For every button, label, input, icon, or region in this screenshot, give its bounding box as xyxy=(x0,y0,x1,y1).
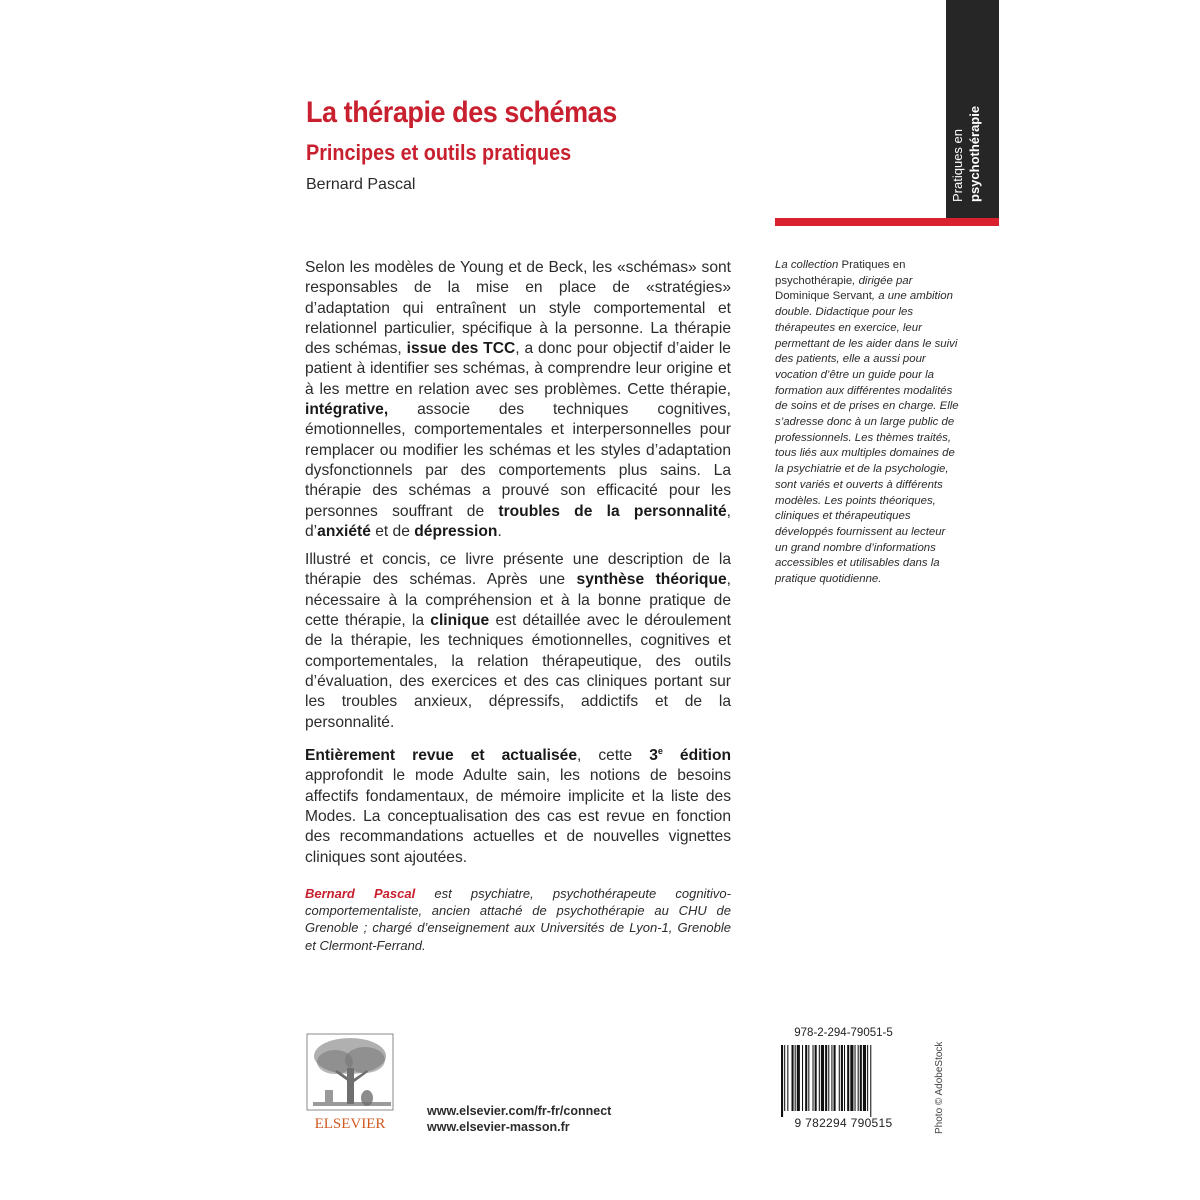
barcode-bar xyxy=(841,1045,843,1111)
blurb-paragraph-2: Illustré et concis, ce livre présente une description de la thérapie des schémas. Après une synthèse théorique, nécessaire à la compréhension et à la bonne pratique de cette thérapie, la clinique est détaillée avec le déroulement de la thérapie, les techniques émotionnelles, cognitives et comportementales, la relation thérapeutique, des outils d’évaluation, des exercices et des cas cliniques portant sur les troubles anxieux, dépressifs, addictifs et de la personnalité. xyxy=(305,551,732,731)
barcode-bar xyxy=(870,1045,871,1117)
elsevier-wordmark: ELSEVIER xyxy=(314,1116,386,1132)
barcode-bar xyxy=(863,1045,866,1111)
barcode-bar xyxy=(828,1045,829,1111)
author-bio xyxy=(305,885,731,954)
barcode-bar xyxy=(867,1045,868,1111)
isbn-barcode xyxy=(777,1027,910,1132)
barcode-bar xyxy=(831,1045,832,1111)
barcode-bar xyxy=(795,1045,796,1111)
barcode-digits: 9 782294 790515 xyxy=(794,1116,893,1130)
back-cover-blurb xyxy=(305,258,731,876)
barcode-bar xyxy=(813,1045,814,1111)
collection-spine-label xyxy=(949,2,994,204)
barcode-bar xyxy=(821,1045,824,1111)
elsevier-logo xyxy=(305,1032,399,1132)
barcode-bar xyxy=(847,1045,849,1111)
barcode-bar xyxy=(855,1045,856,1111)
collection-spine-tab xyxy=(946,0,999,218)
publisher-url-2[interactable]: www.elsevier-masson.fr xyxy=(427,1120,570,1134)
spine-line-2: psychothérapie xyxy=(967,105,982,202)
barcode-bar xyxy=(808,1045,809,1111)
barcode-bar xyxy=(781,1045,783,1117)
barcode-bar xyxy=(805,1045,807,1111)
blurb-paragraph-1: Selon les modèles de Young et de Beck, les «schémas» sont responsables de la mise en place de «stratégies» d’adaptation qui entraînent un style comportemental et relationnel particulier, spécifique à la personne. La thérapie des schémas, issue des TCC, a donc pour objectif d’aider le patient à identifier ses schémas, à comprendre leur origine et à les mettre en relation avec ses problèmes. Cette thérapie, intégrative, associe des techniques cognitives, émotionnelles, comportementales et interpersonnelles pour remplacer ou modifier les schémas et les styles d’adaptation dysfonctionnels par des comportements plus sains. La thérapie des schémas a prouvé son efficacité pour les personnes souffrant de troubles de la personnalité, d’anxiété et de dépression. xyxy=(305,259,731,540)
barcode-bar xyxy=(825,1045,827,1111)
book-title: La thérapie des schémas xyxy=(306,96,617,129)
elsevier-tree-icon xyxy=(305,1032,399,1132)
barcode-bars xyxy=(777,1045,910,1117)
barcode-bar xyxy=(792,1045,794,1111)
barcode-bar xyxy=(858,1045,859,1111)
photo-credit-wrap xyxy=(931,1030,949,1134)
publisher-url-1[interactable]: www.elsevier.com/fr-fr/connect xyxy=(427,1104,612,1118)
book-author: Bernard Pascal xyxy=(306,176,416,193)
author-bio-name: Bernard Pascal xyxy=(305,886,416,901)
barcode-bar xyxy=(784,1045,785,1111)
barcode-bar xyxy=(819,1045,820,1111)
author-bio-text: est psychiatre, psychothérapeute cognitivo-comportementaliste, ancien attaché de psychothérapie au CHU de Grenoble ; chargé d’enseignement aux Universités de Lyon-1, Grenoble et Clermont-Ferrand. xyxy=(305,886,731,953)
photo-credit: Photo © AdobeStock xyxy=(934,1041,945,1134)
red-divider-bar xyxy=(775,218,999,226)
spine-line-1: Pratiques en xyxy=(950,129,965,202)
barcode-bar xyxy=(797,1045,800,1111)
blurb-paragraph-3: Entièrement revue et actualisée, cette 3e édition approfondit le mode Adulte sain, les notions de besoins affectifs fondamentaux, de mémoire implicite et la liste des Modes. La conceptualisation des cas est revue en fonction des recommandations actuelles et de nouvelles vignettes cliniques sont ajoutées. xyxy=(305,745,731,866)
barcode-bar xyxy=(860,1045,862,1111)
barcode-bar xyxy=(834,1045,836,1111)
isbn-number: 978-2-294-79051-5 xyxy=(794,1027,893,1039)
barcode-bar xyxy=(802,1045,803,1111)
book-subtitle: Principes et outils pratiques xyxy=(306,140,572,165)
barcode-bar xyxy=(787,1045,788,1111)
collection-description: La collection Pratiques en psychothérapie, dirigée par Dominique Servant, a une ambition double. Didactique pour les thérapeutes en exercice, leur permettant de les aider dans le suivi des patients, elle a aussi pour vocation d’être un guide pour la formation aux différentes modalités de soins et de prises en charge. Elle s’adresse donc à un large public de professionnels. Les thèmes traités, tous liés aux multiples domaines de la psychiatrie et de la psychologie, sont variés et ouverts à différents modèles. Les points théoriques, cliniques et thérapeutiques développés fournissent au lecteur un grand nombre d’informations accessibles et utilisables dans la pratique quotidienne. xyxy=(775,259,959,586)
barcode-bar xyxy=(815,1045,817,1111)
barcode-bar xyxy=(844,1045,845,1111)
barcode-bar xyxy=(850,1045,853,1111)
publisher-urls xyxy=(427,1103,611,1135)
barcode-bar xyxy=(839,1045,840,1111)
